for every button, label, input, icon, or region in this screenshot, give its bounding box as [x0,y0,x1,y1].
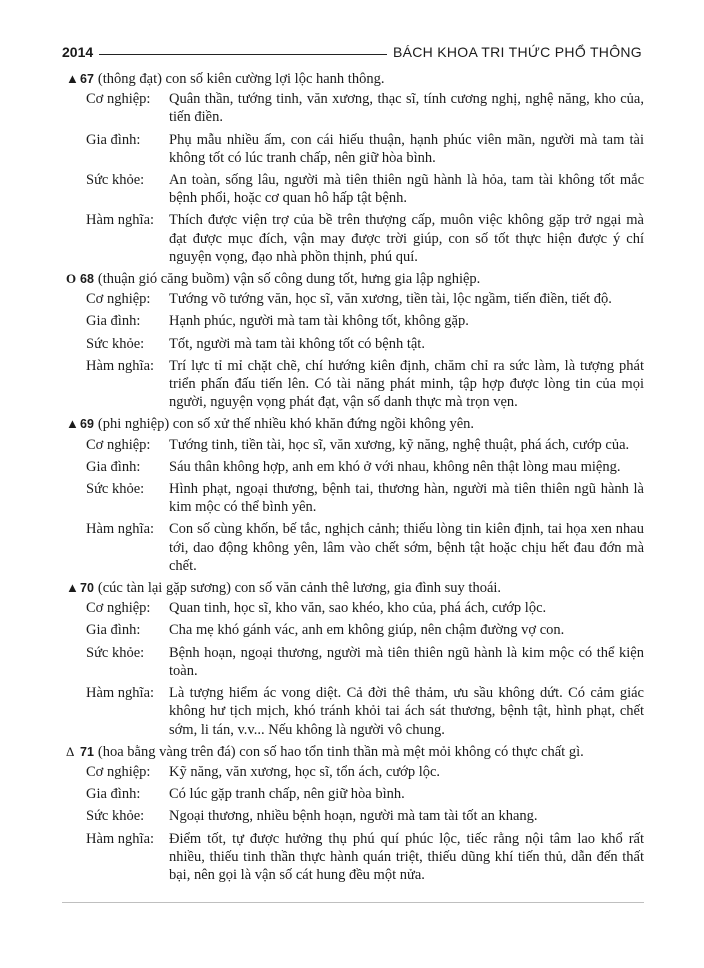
page-body [66,70,644,888]
entry-heading [66,415,644,433]
item-text: Ngoại thương, nhiều bệnh hoạn, người mà tam tài tốt an khang. [169,808,538,825]
item-label: Sức khỏe: [86,481,145,498]
entry-heading-text: (hoa bằng vàng trên đá) con số hao tổn tinh thần mà mệt mỏi không có thực chất gì. [97,743,584,760]
item-text: Điểm tốt, tự được hưởng thụ phú quí phúc lộc, tiếc rằng nội tâm lao khổ rất nhiều, thiếu tinh thần thực hành quán triệt, thiếu dũng khí tiến thủ, dẫn đến thất bại, nên gọi là vận số cát hung đều một nửa. [169,830,644,883]
item-label: Gia đình: [86,622,141,639]
item-text: Có lúc gặp tranh chấp, nên giữ hòa bình. [169,786,405,803]
item-label: Cơ nghiệp: [86,600,151,617]
entry-heading-text: (phi nghiệp) con số xử thế nhiều khó khăn đứng ngồi không yên. [97,416,475,433]
circle-marker-icon [66,270,80,288]
item-label: Gia đình: [86,458,141,475]
entry-heading [66,579,644,597]
entry-item [86,290,644,308]
book-title: BÁCH KHOA TRI THỨC PHỔ THÔNG [392,44,642,60]
item-label: Hàm nghĩa: [86,357,155,374]
item-text: Phụ mẫu nhiều ấm, con cái hiếu thuận, hạnh phúc viên mãn, người mà tam tài không tốt có lúc tranh chấp, nên giữ hòa bình. [169,131,644,166]
item-text: Hình phạt, ngoại thương, bệnh tai, thương hàn, người mà tiên thiên ngũ hành là kim mộc có thể bình yên. [169,481,644,516]
entry-item [86,599,644,617]
item-label: Hàm nghĩa: [86,521,155,538]
hollow-triangle-marker-icon [66,743,80,761]
entry-item [86,763,644,781]
triangle-marker-icon [66,70,80,88]
triangle-marker-icon [66,579,80,597]
entry-heading [66,70,644,88]
entry-item [86,785,644,803]
item-label: Gia đình: [86,131,141,148]
entry-item [86,480,644,516]
entry-number: 68 [80,272,94,287]
entry-number: 69 [80,417,94,432]
item-text: Trí lực tỉ mỉ chặt chẽ, chí hướng kiên định, chăm chỉ ra sức làm, là tượng phát triển phấn đấu tiến lên. Có tài năng phát minh, tập hợp được lòng tin của mọi người, nguyện vọng phát đạt, vận số danh thực mà trọn vẹn. [169,357,644,411]
item-label: Gia đình: [86,313,141,330]
item-text: Sáu thân không hợp, anh em khó ở với nhau, không nên thật lòng mau miệng. [169,458,621,475]
entry-heading-text: (thuận gió căng buồm) vận số công dung tốt, hưng gia lập nghiệp. [97,271,481,288]
number-entry [66,70,644,266]
item-text: Là tượng hiểm ác vong diệt. Cả đời thê thảm, ưu sầu không dứt. Có cảm giác không hư tịch mịch, khó tránh khỏi tai ách sát thương, bệnh tật, hình phạt, chết sớm, li tán, v.v... Nếu không là người vô chung. [169,685,644,738]
entry-item [86,458,644,476]
running-header [62,42,642,62]
entry-number: 70 [80,581,94,596]
item-label: Cơ nghiệp: [86,91,151,108]
entry-item [86,830,644,885]
item-text: An toàn, sống lâu, người mà tiên thiên ngũ hành là hỏa, tam tài không tốt mắc bệnh phổi, hoặc cơ quan hô hấp tật bệnh. [169,172,644,207]
item-text: Hạnh phúc, người mà tam tài không tốt, không gặp. [169,313,469,330]
entry-heading [66,270,644,288]
bottom-rule [62,902,644,903]
item-label: Cơ nghiệp: [86,291,151,308]
entry-item [86,211,644,266]
item-text: Quan tinh, học sĩ, kho văn, sao khéo, kho của, phá ách, cướp lộc. [169,600,547,617]
item-label: Cơ nghiệp: [86,763,151,780]
entry-item [86,520,644,575]
item-label: Cơ nghiệp: [86,436,151,453]
entry-item [86,312,644,330]
entry-item [86,807,644,825]
item-text: Tướng tinh, tiền tài, học sĩ, văn xương, kỹ năng, nghệ thuật, phá ách, cướp của. [169,436,630,453]
entry-heading [66,743,644,761]
item-text: Bệnh hoạn, ngoại thương, người mà tiên thiên ngũ hành là kim mộc có thể kiện toàn. [169,644,644,679]
entry-number: 67 [80,72,94,86]
entry-item [86,335,644,353]
item-label: Hàm nghĩa: [86,212,155,229]
entry-heading-text: (cúc tàn lại gặp sương) con số văn cảnh thê lương, gia đình suy thoái. [97,580,502,597]
item-text: Kỹ năng, văn xương, học sĩ, tổn ách, cướp lộc. [169,763,441,780]
header-rule [99,54,387,55]
number-entry [66,415,644,575]
entry-item [86,171,644,207]
entry-item [86,131,644,167]
item-label: Gia đình: [86,786,141,803]
entry-item [86,644,644,680]
page-number: 2014 [62,44,94,60]
number-entry [66,270,644,411]
item-text: Tốt, người mà tam tài không tốt có bệnh tật. [169,335,425,352]
item-label: Sức khỏe: [86,172,145,189]
item-text: Thích được viện trợ của bề trên thượng cấp, muôn việc không gặp trở ngại mà đạt được mục đích, vận may được trời giúp, con số tốt thực hiện được ý chí nguyện vọng, đạo nhà phồn thịnh, phú quí. [169,212,644,265]
item-label: Hàm nghĩa: [86,685,155,702]
item-text: Cha mẹ khó gánh vác, anh em không giúp, nên chậm đường vợ con. [169,622,565,639]
number-entry [66,579,644,739]
entry-item [86,357,644,412]
item-label: Hàm nghĩa: [86,830,155,847]
entry-item [86,684,644,739]
item-text: Tướng võ tướng văn, học sĩ, văn xương, tiền tài, lộc ngầm, tiến điền, tiết độ. [169,291,612,308]
triangle-marker-icon [66,415,80,433]
entry-item [86,436,644,454]
item-label: Sức khỏe: [86,335,145,352]
entry-number: 71 [80,744,94,759]
item-label: Sức khỏe: [86,808,145,825]
number-entry [66,743,644,884]
entry-heading-text: (thông đạt) con số kiên cường lợi lộc hanh thông. [97,71,385,87]
entry-item [86,621,644,639]
item-label: Sức khỏe: [86,644,145,661]
item-text: Con số cùng khốn, bế tắc, nghịch cảnh; thiếu lòng tin kiên định, tai họa xen nhau tới, dao động không yên, lâm vào chết sớm, bệnh tật hoặc chịu hết đau đớn mà chết. [169,521,644,574]
entry-item [86,90,644,126]
item-text: Quân thần, tướng tinh, văn xương, thạc sĩ, tính cương nghị, nghệ năng, kho của, tiến điền. [169,91,644,126]
